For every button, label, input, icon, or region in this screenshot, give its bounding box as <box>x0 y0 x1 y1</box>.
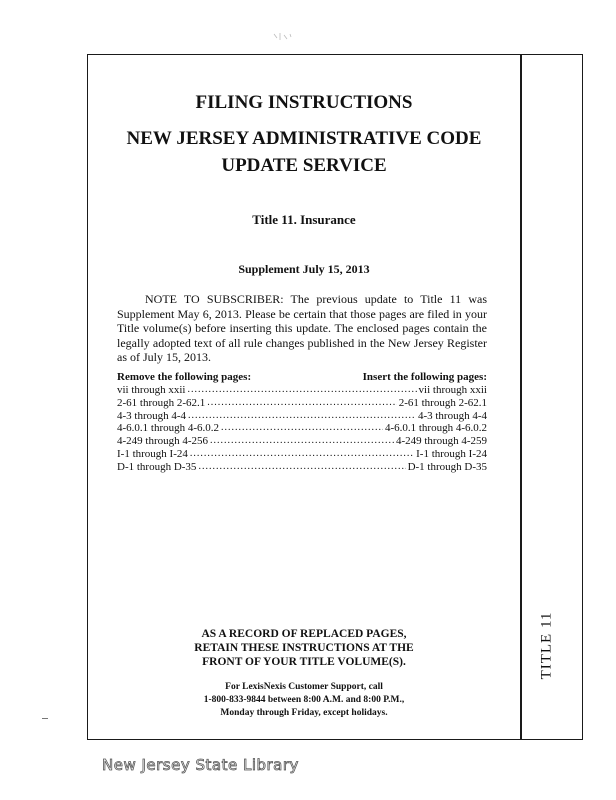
insert-range: 4-249 through 4-259 <box>395 435 487 448</box>
page-table-header <box>117 370 487 384</box>
retain-notice-line: AS A RECORD OF REPLACED PAGES, <box>201 628 407 640</box>
remove-range: 4-6.0.1 through 4-6.0.2 <box>117 422 220 435</box>
retain-notice-line: RETAIN THESE INSTRUCTIONS AT THE <box>194 642 414 654</box>
support-phone: 1-800-833-9844 between 8:00 A.M. and 8:00 P.M., <box>203 695 405 705</box>
insert-range: D-1 through D-35 <box>407 460 487 473</box>
library-watermark: New Jersey State Library <box>102 756 299 774</box>
filing-instructions-heading: FILING INSTRUCTIONS <box>195 92 413 113</box>
support-line: For LexisNexis Customer Support, call <box>225 682 383 692</box>
leader-dots <box>207 396 396 410</box>
leader-dots <box>198 460 405 474</box>
remove-range: D-1 through D-35 <box>117 460 197 473</box>
title-name: Title 11. Insurance <box>252 212 356 227</box>
leader-dots <box>221 421 383 435</box>
subscriber-note: NOTE TO SUBSCRIBER: The previous update to Title 11 was Supplement May 6, 2013. Please be certain that those pages are filed in your Title volume(s) before inserting this update. The enclosed pages contain the legally adopted text of all rule changes published in the New Jersey Register as of July 15, 2013. <box>117 292 487 364</box>
table-row <box>117 461 487 474</box>
leader-dots <box>188 409 416 423</box>
tab-divider <box>520 54 522 740</box>
remove-range: vii through xxii <box>117 384 186 396</box>
insert-header: Insert the following pages: <box>362 371 487 383</box>
margin-mark <box>42 718 48 719</box>
insert-range: I-1 through I-24 <box>416 447 487 460</box>
remove-range: 4-3 through 4-4 <box>117 409 187 422</box>
support-hours: Monday through Friday, except holidays. <box>220 708 388 718</box>
scan-artifact-icon <box>272 32 294 42</box>
leader-dots <box>190 447 414 461</box>
insert-range: 2-61 through 2-62.1 <box>398 396 487 409</box>
insert-range: 4-6.0.1 through 4-6.0.2 <box>384 422 487 435</box>
remove-range: 2-61 through 2-62.1 <box>117 396 206 409</box>
supplement-date: Supplement July 15, 2013 <box>238 262 370 276</box>
remove-header: Remove the following pages: <box>117 371 252 383</box>
leader-dots <box>210 434 394 448</box>
title-tab-label: TITLE 11 <box>538 611 555 679</box>
insert-range: vii through xxii <box>418 384 487 396</box>
leader-dots <box>187 383 416 397</box>
page-replacement-table <box>117 370 487 474</box>
retain-notice-line: FRONT OF YOUR TITLE VOLUME(S). <box>202 656 406 668</box>
insert-range: 4-3 through 4-4 <box>417 409 487 422</box>
code-heading: NEW JERSEY ADMINISTRATIVE CODE <box>126 128 482 149</box>
update-service-heading: UPDATE SERVICE <box>221 155 387 176</box>
title-tab <box>527 600 567 690</box>
remove-range: I-1 through I-24 <box>117 447 188 460</box>
remove-range: 4-249 through 4-256 <box>117 435 209 448</box>
